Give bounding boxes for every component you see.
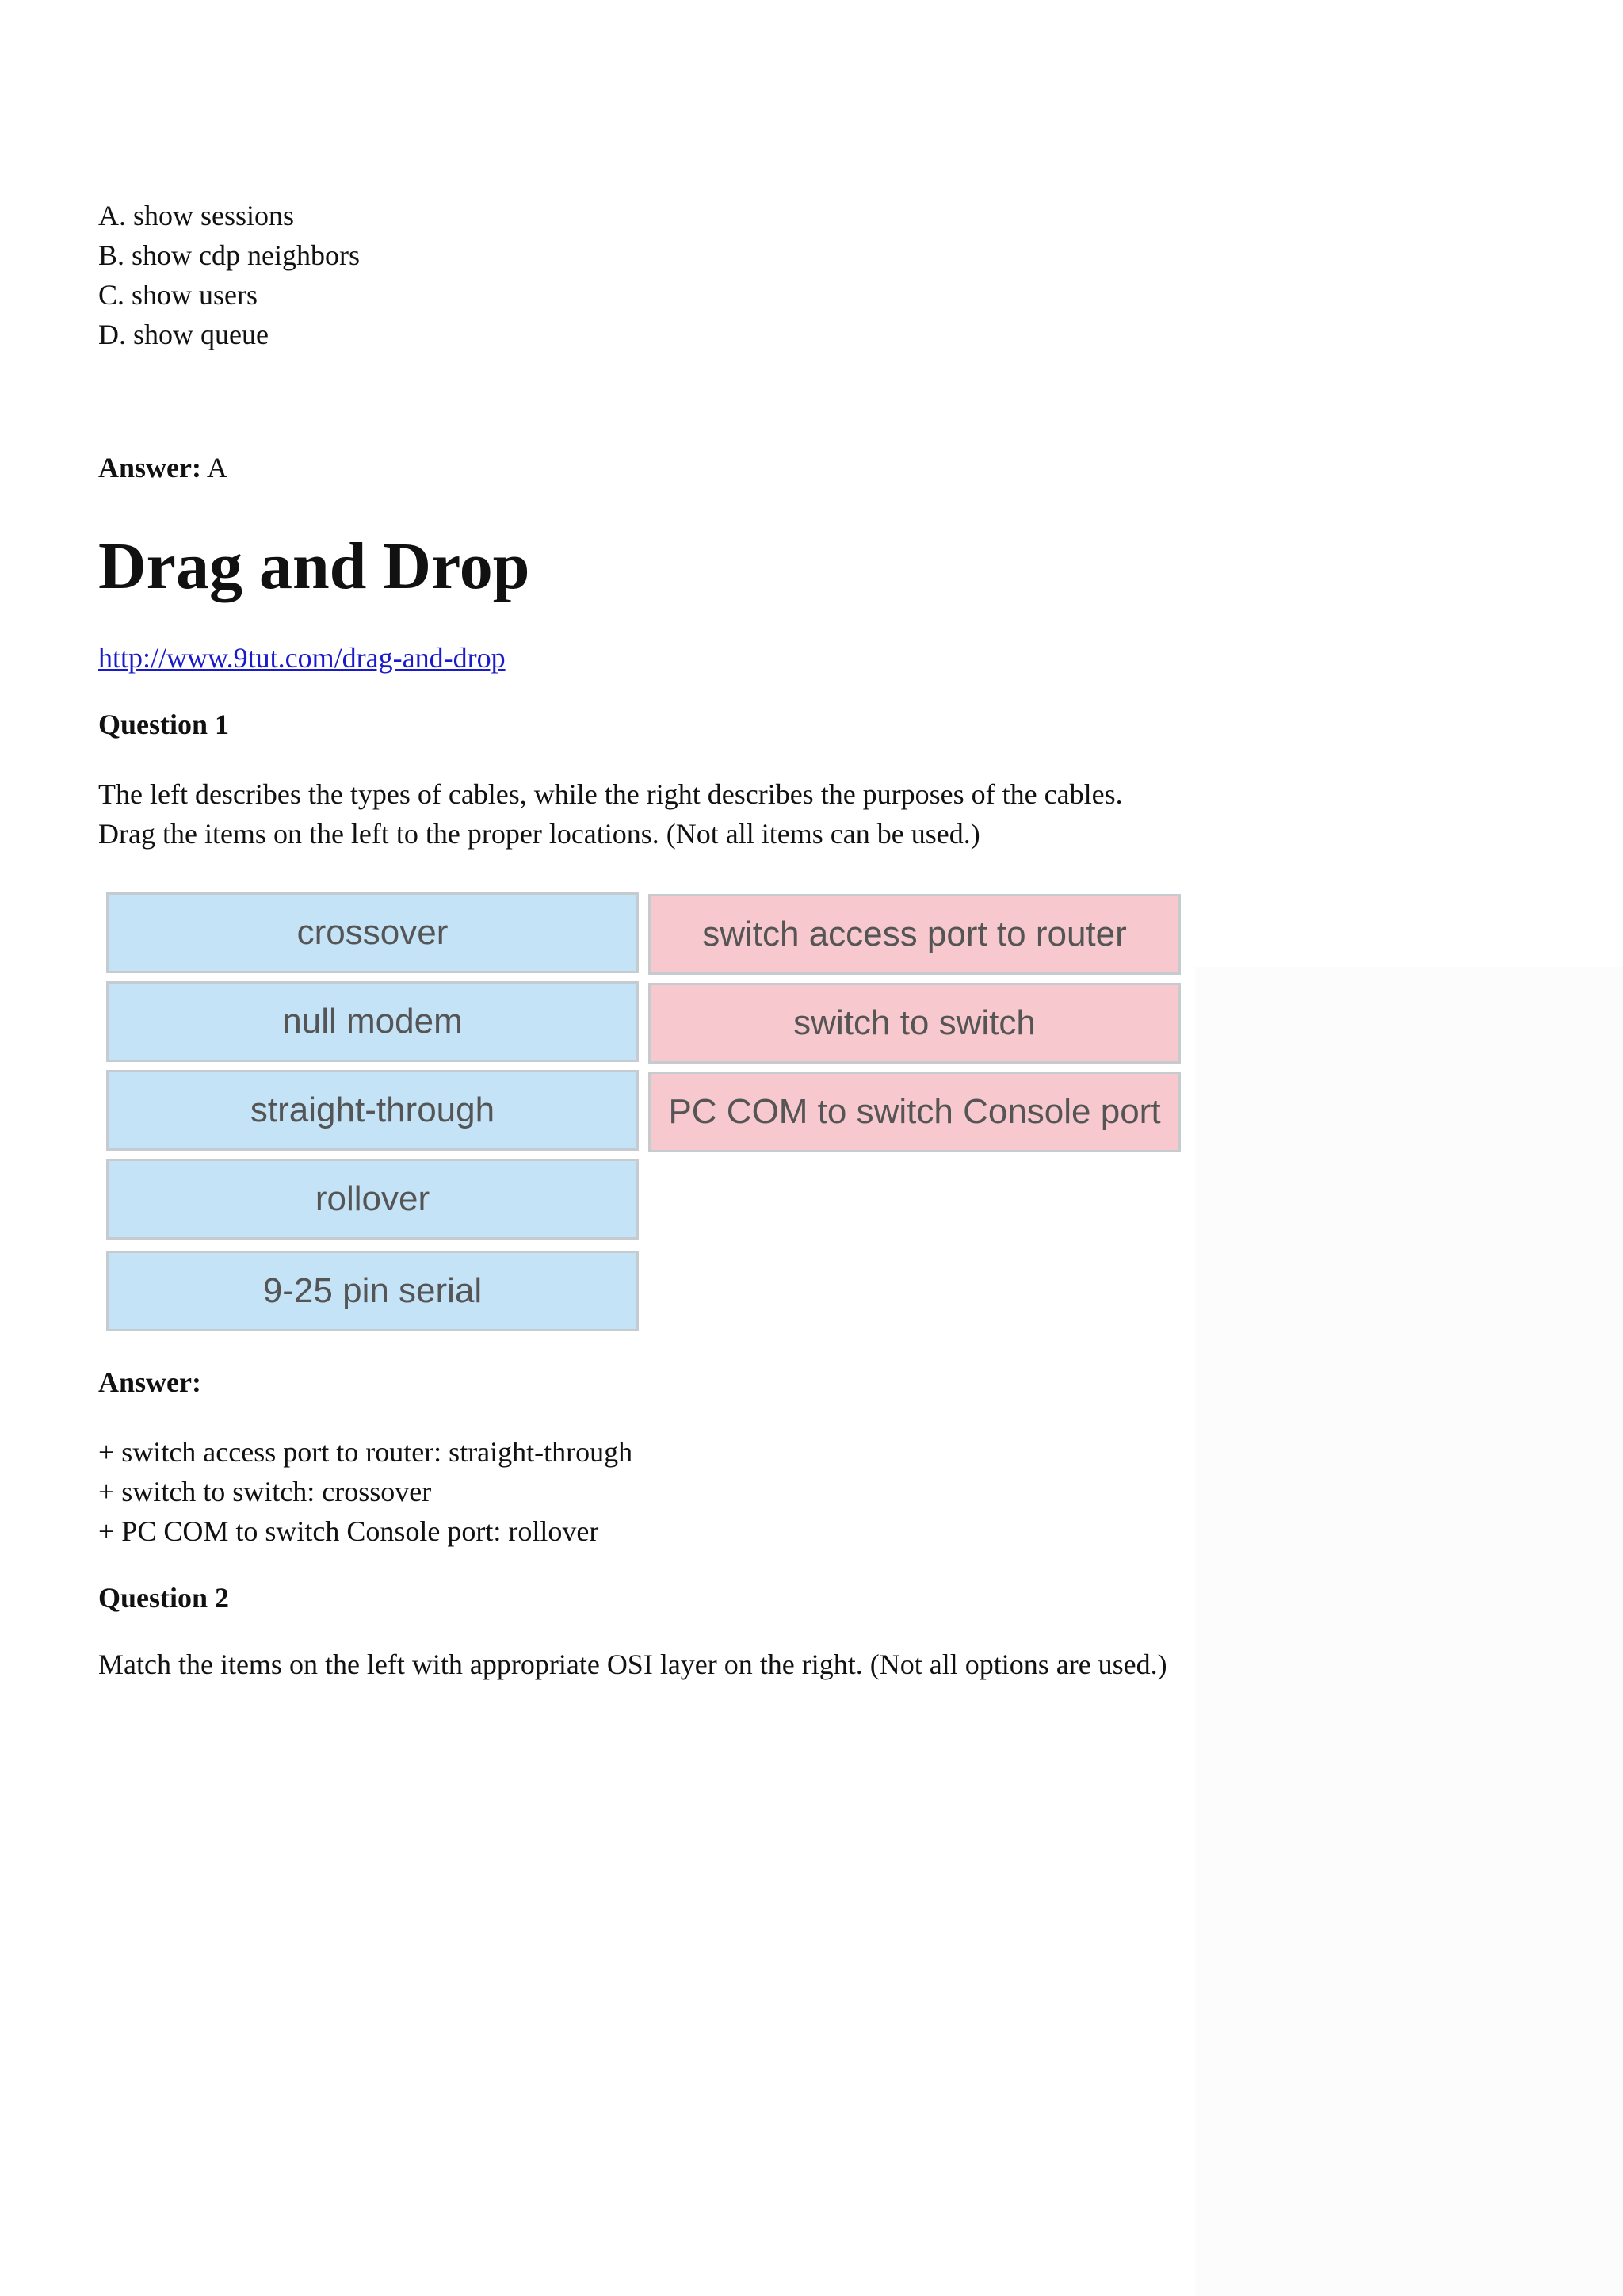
drag-item-null-modem[interactable]: null modem — [106, 981, 639, 1062]
drag-drop-figure — [106, 891, 1184, 1336]
prev-answer-label: Answer: — [98, 452, 201, 483]
option-c: C. show users — [98, 279, 258, 311]
drag-item-rollover[interactable]: rollover — [106, 1159, 639, 1240]
drop-target-pc-com-to-console[interactable]: PC COM to switch Console port — [648, 1072, 1181, 1152]
question-1-text-line-1: The left describes the types of cables, while the right describes the purposes of the cables. — [98, 778, 1123, 810]
question-1-title: Question 1 — [98, 709, 230, 740]
question-1-answer-label: Answer: — [98, 1366, 201, 1398]
drag-item-crossover[interactable]: crossover — [106, 892, 639, 973]
page-shading — [1195, 967, 1623, 2296]
answer-line-2: + switch to switch: crossover — [98, 1476, 432, 1507]
question-2-title: Question 2 — [98, 1582, 230, 1614]
prev-answer-value: A — [207, 452, 227, 483]
option-d: D. show queue — [98, 319, 269, 350]
section-link[interactable]: http://www.9tut.com/drag-and-drop — [98, 642, 506, 674]
drop-target-switch-access-port-to-router[interactable]: switch access port to router — [648, 894, 1181, 975]
prev-answer — [98, 449, 227, 487]
drag-item-9-25-pin-serial[interactable]: 9-25 pin serial — [106, 1251, 639, 1331]
answer-line-3: + PC COM to switch Console port: rollover — [98, 1515, 599, 1547]
drop-target-switch-to-switch[interactable]: switch to switch — [648, 983, 1181, 1064]
question-1-text-line-2: Drag the items on the left to the proper locations. (Not all items can be used.) — [98, 818, 980, 850]
question-2-text: Match the items on the left with appropriate OSI layer on the right. (Not all options are used.) — [98, 1648, 1167, 1680]
answer-line-1: + switch access port to router: straight-through — [98, 1436, 633, 1468]
section-title: Drag and Drop — [98, 529, 530, 603]
option-a: A. show sessions — [98, 200, 295, 231]
drag-item-straight-through[interactable]: straight-through — [106, 1070, 639, 1151]
option-b: B. show cdp neighbors — [98, 239, 360, 271]
